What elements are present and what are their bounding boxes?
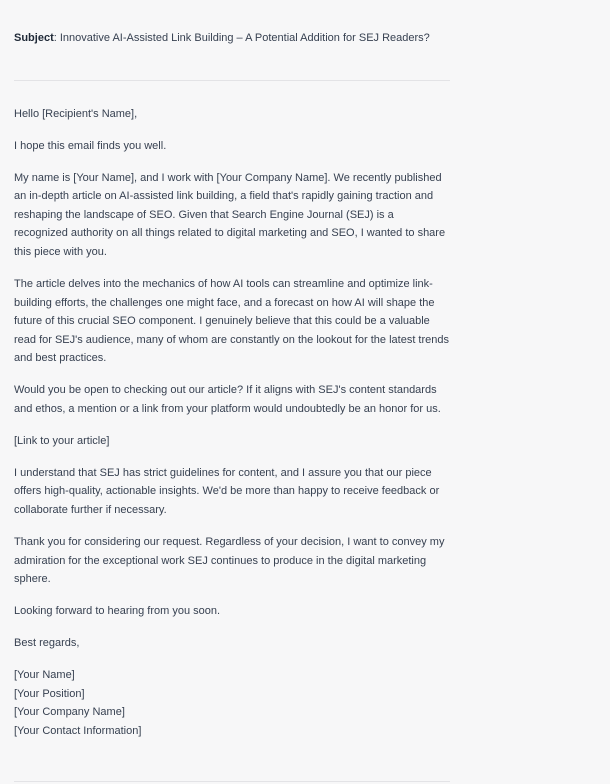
article-link-placeholder: [Link to your article] [14, 434, 110, 447]
paragraph-guidelines: I understand that SEJ has strict guidelines for content, and I assure you that our piece offers high-quality, actionable insights. We'd be more than happy to receive feedback or collaborate further if necessary. [14, 466, 440, 517]
bottom-divider [14, 781, 450, 782]
subject-label: Subject [14, 32, 54, 44]
subject-line [14, 29, 450, 48]
signature-block [14, 666, 450, 740]
signature-company: [Your Company Name] [14, 706, 125, 719]
subject-text: : Innovative AI-Assisted Link Building – A Potential Addition for SEJ Readers? [53, 32, 430, 44]
paragraph-request: Would you be open to checking out our article? If it aligns with SEJ's content standards and ethos, a mention or a link from your platform would undoubtedly be an honor for us. [14, 384, 441, 415]
paragraph-looking-forward: Looking forward to hearing from you soon. [14, 605, 221, 618]
paragraph-introduction: My name is [Your Name], and I work with [Your Company Name]. We recently published an in-depth article on AI-assisted link building, a field that's rapidly gaining traction and reshaping the landscape of SEO. Given that Search Engine Journal (SEJ) is a recognized authority on all things related to digital marketing and SEO, I wanted to share this piece with you. [14, 171, 446, 258]
paragraph-well-wishes: I hope this email finds you well. [14, 139, 167, 152]
paragraph-thanks: Thank you for considering our request. Regardless of your decision, I want to convey my admiration for the exceptional work SEJ continues to produce in the digital marketing sphere. [14, 536, 445, 586]
signature-name: [Your Name] [14, 669, 75, 682]
signature-position: [Your Position] [14, 687, 85, 700]
paragraph-article-summary: The article delves into the mechanics of how AI tools can streamline and optimize link-building efforts, the challenges one might face, and a forecast on how AI will shape the future of this crucial SEO component. I genuinely believe that this could be a valuable read for SEJ's audience, many of whom are constantly on the lookout for the latest trends and best practices. [14, 277, 450, 365]
greeting: Hello [Recipient's Name], [14, 107, 138, 120]
section-divider [14, 80, 450, 81]
email-body [14, 105, 450, 741]
signature-contact: [Your Contact Information] [14, 724, 142, 737]
closing: Best regards, [14, 637, 80, 650]
